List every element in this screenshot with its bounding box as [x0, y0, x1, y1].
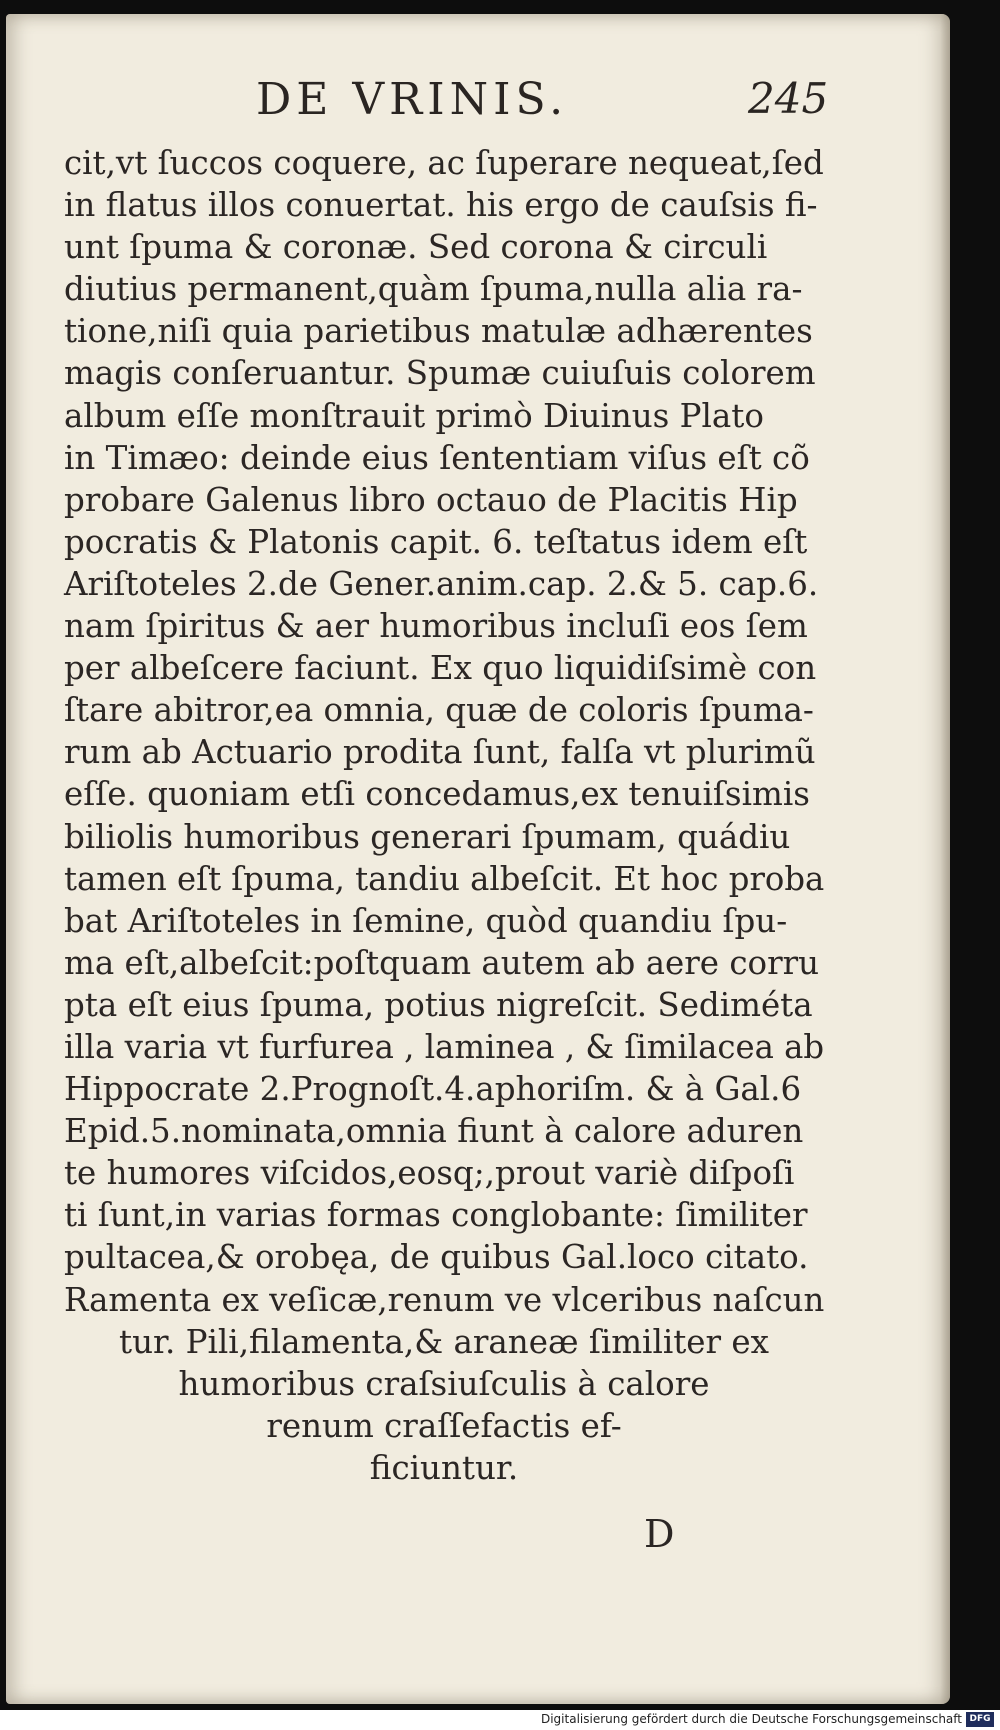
- text-line: illa varia vt furfurea , laminea , & ſimilacea ab: [64, 1027, 825, 1066]
- funding-credit: Digitalisierung gefördert durch die Deutsche Forschungsgemeinschaft: [540, 1712, 962, 1726]
- page-header: [6, 64, 950, 134]
- text-line: magis conſeruantur. Spumæ cuiuſuis colorem: [64, 354, 816, 393]
- book-page: [6, 14, 950, 1704]
- text-line: Ramenta ex veſicæ,renum ve vlceribus naſcun: [64, 1280, 825, 1319]
- text-line-centered: renum craſſefactis ef-: [266, 1406, 622, 1445]
- text-line: tamen eſt ſpuma, tandiu albeſcit. Et hoc proba: [64, 859, 825, 898]
- text-line: pultacea,& orobęa, de quibus Gal.loco citato.: [64, 1238, 809, 1277]
- text-line: rum ab Actuario prodita ſunt, falſa vt plurimũ: [64, 733, 816, 772]
- text-line: Hippocrate 2.Prognoſt.4.aphoriſm. & à Gal.6: [64, 1070, 802, 1109]
- text-line: probare Galenus libro octauo de Placitis Hip: [64, 480, 798, 519]
- dfg-logo-icon: DFG: [966, 1712, 994, 1727]
- text-line: bat Ariſtoteles in ſemine, quòd quandiu ſpu-: [64, 901, 788, 940]
- running-title: DE VRINIS.: [256, 74, 569, 125]
- text-line: ma eſt,albeſcit:poſtquam autem ab aere corru: [64, 943, 820, 982]
- text-line: pta eſt eius ſpuma, potius nigreſcit. Sediméta: [64, 985, 813, 1024]
- footer-bar: [0, 1710, 1000, 1730]
- text-line: pocratis & Platonis capit. 6. teſtatus idem eſt: [64, 522, 808, 561]
- text-line: Ariſtoteles 2.de Gener.anim.cap. 2.& 5. cap.6.: [64, 564, 819, 603]
- text-line: tione,niſi quia parietibus matulæ adhærentes: [64, 312, 813, 351]
- text-line: in flatus illos conuertat. his ergo de cauſsis fi-: [64, 186, 818, 225]
- text-line: te humores viſcidos,eosq;,prout variè diſpoſi: [64, 1154, 795, 1193]
- text-line: album eſſe monſtrauit primò Diuinus Plato: [64, 396, 764, 435]
- text-line: diutius permanent,quàm ſpuma,nulla alia ra-: [64, 270, 803, 309]
- catchword: D: [644, 1512, 675, 1556]
- text-line: ſtare abitror,ea omnia, quæ de coloris ſpuma-: [64, 691, 814, 730]
- text-line: cit,vt ſuccos coquere, ac ſuperare nequeat,ſed: [64, 144, 824, 182]
- text-line: eſſe. quoniam etſi concedamus,ex tenuiſsimis: [64, 775, 810, 814]
- text-line: in Timæo: deinde eius ſententiam viſus eſt cõ: [64, 438, 810, 477]
- page-number: 245: [748, 74, 829, 123]
- text-line-centered: humoribus craſsiuſculis à calore: [178, 1364, 710, 1403]
- text-line-centered: ficiuntur.: [369, 1448, 519, 1487]
- text-line-centered: tur. Pili,filamenta,& araneæ ſimiliter ex: [119, 1322, 769, 1361]
- text-line: unt ſpuma & coronæ. Sed corona & circuli: [64, 228, 768, 267]
- body-text: [64, 142, 824, 1489]
- text-line: biliolis humoribus generari ſpumam, quádiu: [64, 817, 791, 856]
- text-line: per albeſcere faciunt. Ex quo liquidiſsimè con: [64, 649, 817, 688]
- text-line: nam ſpiritus & aer humoribus incluſi eos ſem: [64, 607, 808, 646]
- text-line: Epid.5.nominata,omnia fiunt à calore aduren: [64, 1112, 804, 1151]
- text-line: ti ſunt,in varias formas conglobante: ſimiliter: [64, 1196, 808, 1235]
